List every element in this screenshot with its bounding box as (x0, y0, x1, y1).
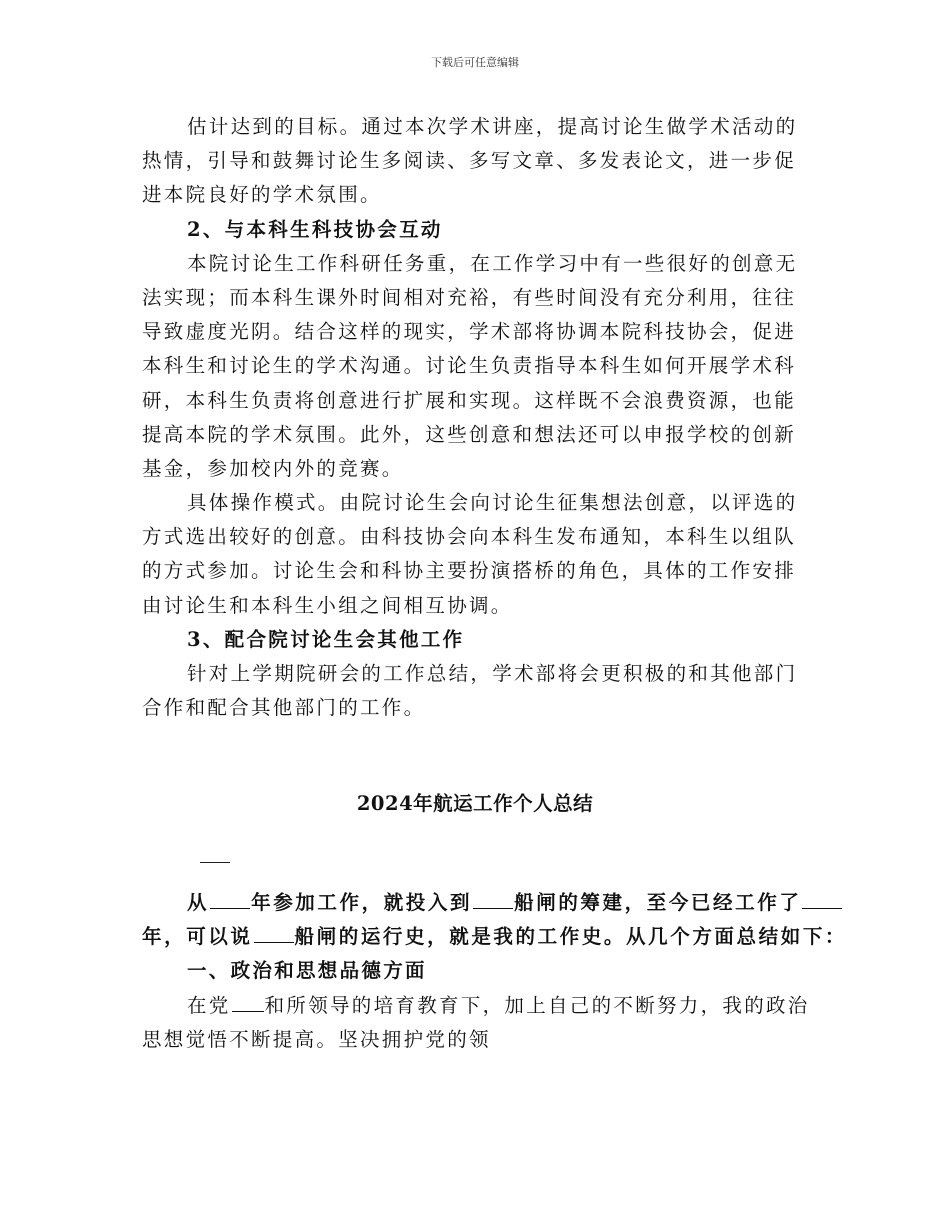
paragraph-line: 法实现；而本科生课外时间相对充裕，有些时间没有充分利用，往往 (142, 285, 797, 309)
section-heading: 3、配合院讨论生会其他工作 (187, 627, 465, 651)
paragraph-line: 合作和配合其他部门的工作。 (142, 696, 426, 720)
paragraph-line: 由讨论生和本科生小组之间相互协调。 (142, 593, 513, 617)
paragraph-line: 方式选出较好的创意。由科技协会向本科生发布通知，本科生以组队 (142, 525, 797, 549)
paragraph-line: 提高本院的学术氛围。此外，这些创意和想法还可以申报学校的创新 (142, 422, 797, 446)
fill-blank (473, 890, 513, 909)
paragraph-text: 和所领导的培育教育下，加上自己的不断努力，我的政治 (264, 993, 810, 1017)
paragraph-line: 思想觉悟不断提高。坚决拥护党的领 (142, 1027, 491, 1051)
intro-text: 船闸的筹建，至今已经工作了 (514, 891, 802, 914)
document-body-2 (142, 886, 848, 1057)
paragraph-line: 针对上学期院研会的工作总结，学术部将会更积极的和其他部门 (187, 662, 798, 685)
intro-text: 年参加工作，就投入到 (251, 891, 473, 914)
document-title: 2024年航运工作个人总结 (356, 792, 594, 815)
paragraph-line: 本科生和讨论生的学术沟通。讨论生负责指导本科生如何开展学术科 (142, 354, 797, 378)
fill-blank (254, 924, 294, 943)
intro-text: 年，可以说 (142, 925, 253, 949)
fill-blank (802, 890, 842, 909)
paragraph-line: 的方式参加。讨论生会和科协主要扮演搭桥的角色，具体的工作安排 (142, 559, 797, 583)
intro-line (142, 920, 848, 954)
paragraph-line: 研，本科生负责将创意进行扩展和实现。这样既不会浪费资源，也能 (142, 388, 797, 412)
paragraph-line: 导致虚度光阴。结合这样的现实，学术部将协调本院科技协会，促进 (142, 320, 797, 344)
page-header: 下载后可任意编辑 (431, 56, 519, 69)
paragraph-line (142, 989, 822, 1023)
paragraph-text: 在党 (187, 993, 231, 1017)
paragraph-line: 进本院良好的学术氛围。 (142, 183, 382, 207)
blank-rule (200, 862, 230, 863)
fill-blank (210, 890, 250, 909)
document-body (142, 110, 812, 725)
section-heading: 一、政治和思想品德方面 (187, 959, 427, 983)
paragraph-line: 估计达到的目标。通过本次学术讲座，提高讨论生做学术活动的 (187, 115, 798, 138)
intro-line (142, 886, 822, 920)
section-heading: 2、与本科生科技协会互动 (187, 217, 443, 241)
paragraph-line: 热情，引导和鼓舞讨论生多阅读、多写文章、多发表论文，进一步促 (142, 149, 797, 173)
intro-text: 从 (187, 891, 210, 914)
paragraph-line: 具体操作模式。由院讨论生会向讨论生征集想法创意，以评选的 (187, 491, 798, 515)
paragraph-line: 本院讨论生工作科研任务重，在工作学习中有一些很好的创意无 (187, 251, 798, 275)
paragraph-line: 基金，参加校内外的竞赛。 (142, 456, 404, 480)
fill-blank (232, 993, 264, 1012)
intro-text: 船闸的运行史，就是我的工作史。从几个方面总结如下： (294, 925, 848, 949)
